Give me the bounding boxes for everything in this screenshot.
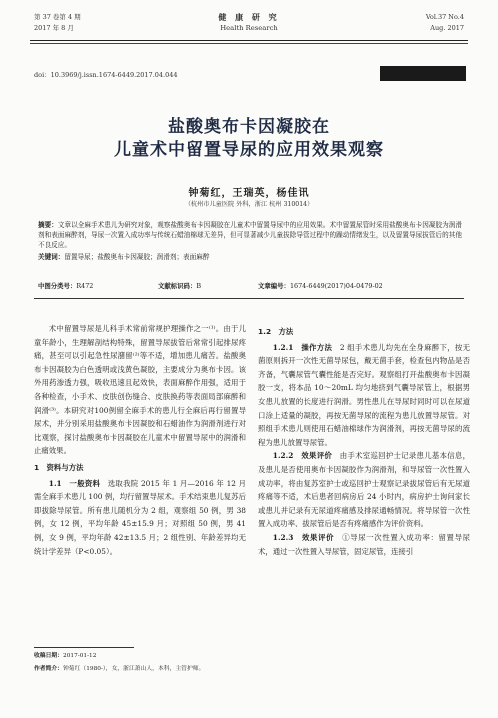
doi: doi：10.3969/j.issn.1674-6449.2017.04.044 — [34, 71, 178, 79]
abstract-paragraph — [38, 220, 462, 251]
section-1-2-1-text: 2 组手术患儿均先在全身麻醉下，按无菌原则拆开一次性无菌导尿包，戴无菌手套，检查包内物品是否齐备，气囊尿管气囊性能是否完好。观察组打开盐酸奥布卡因凝胶一支，将本品 10～20mL 均匀地挤到气囊导尿管上，根据男女患儿放置的长度进行润滑。男性患儿在导尿时同时可以在尿道口涂上适量的凝胶，再按无菌导尿的流程为患儿放置导尿管。对照组手术患儿则使用石蜡油棉球作为润滑剂，再按无菌导尿的流程为患儿放置导尿管。 — [258, 342, 470, 447]
intro-paragraph: 术中留置导尿是儿科手术常前常规护理操作之一⁽¹⁾。由于儿童年龄小，生理解剖结构特殊，留置导尿拔管后常常引起排尿疼痛，甚至可以引起急性尿潴留⁽²⁾等不适，增加患儿痛苦。盐酸奥布卡因凝胶为白色透明或浅黄色凝胶，主要成分为奥布卡因。该外用药渗透力强，吸收迅速且起效快，表面麻醉作用强，适用于各种检查，小手术、皮肤创伤缝合、皮肤换药等表面局部麻醉和润滑⁽³⁾。本研究对100例留全麻手术的患儿行全麻后再行留置导尿术，并分别采用盐酸奥布卡因凝胶和石蜡油作为润滑剂进行对比观察，探讨盐酸奥布卡因凝胶在儿童术中留置导尿中的润滑和止痛效果。 — [34, 324, 246, 456]
header-rule-thin — [30, 43, 468, 44]
article-number: 文章编号：1674-6449(2017)04-0479-02 — [258, 282, 383, 290]
abstract-rule — [34, 298, 464, 299]
footnote — [34, 650, 254, 676]
keywords-text: 留置导尿；盐酸奥布卡因凝胶；润滑剂；表面麻醉 — [64, 252, 210, 261]
section-1-2-2-label: 1.2.2 效果评价 — [272, 451, 333, 461]
section-1-2-2-text: 由手术室巡回护士记录患儿基本信息，及患儿是否使用奥布卡因凝胶作为润滑剂，和导尿管一次性置入成功率，将由复苏室护士或巡回护士观察记录拔尿管后有无尿道疼痛等不适，术后患者回病房后 24 小时内，病房护士询问家长或患儿并记录有无尿道疼痛感及排尿通畅情况。将导尿管一次性置入成功率、拔尿管后是否有疼痛感作为评价资料。 — [258, 451, 470, 529]
section-1-2-3-paragraph — [258, 531, 470, 558]
section-1-1-label: 1.1 一般资料 — [48, 478, 101, 488]
affiliation: （杭州市儿童医院 外科，浙江 杭州 310014） — [184, 201, 314, 208]
publication-date: 2017 年 8 月 — [34, 24, 74, 32]
section-1-2-2-paragraph — [258, 449, 470, 531]
header-rule — [30, 40, 468, 41]
section-1-2-1-paragraph — [258, 341, 470, 450]
section-heading-1-2: 1.2 方法 — [258, 327, 294, 336]
author-bio: 作者简介：钟菊红（1980-），女，浙江萧山人，本科，主管护师。 — [34, 666, 205, 672]
redaction-bar — [380, 66, 466, 81]
authors: 钟菊红，王瑞英，杨佳讯 — [188, 188, 310, 199]
journal-name: 健 康 研 究 — [218, 12, 280, 22]
keywords — [38, 252, 462, 262]
section-1-1-text: 选取我院 2015 年 1 月—2016 年 12 月需全麻手术患儿 100 例，均行留置导尿术。手术结束患儿复苏后即拔除导尿管。所有患儿随机分为 2 组，观察组 50 例，男 38 例，女 12 例，平均年龄 45±15.9 月；对照组 50 例，男 41 例，女 9 例，平均年龄 42±13.5 月；2 组性别、年龄差异均无统计学差异（P<0.05）。 — [34, 478, 246, 556]
section-1-2-1-label: 1.2.1 操作方法 — [272, 342, 333, 352]
article-title-line1: 盐酸奥布卡因凝胶在 — [168, 117, 330, 137]
journal-name-english: Health Research — [220, 24, 278, 32]
received-date: 收稿日期：2017-01-12 — [34, 653, 97, 659]
abstract-text: 文章以全麻手术患儿为研究对象，观察盐酸奥布卡因凝胶在儿童术中留置导尿中的应用效果。术中留置尿管时采用盐酸奥布卡因凝胶为润滑剂和表面麻醉剂，导尿一次置入成功率与传统石蜡油棉球无差异，但可显著减少儿童拔除导管过程中的躁动情绪发生，以及留置导尿拔管后的其他不良反应。 — [38, 221, 463, 250]
section-heading-1: 1 资料与方法 — [34, 462, 84, 472]
publication-date-english: Aug. 2017 — [430, 24, 464, 32]
volume-issue: 第 37 卷第 4 期 — [34, 13, 81, 21]
volume-issue-english: Vol.37 No.4 — [425, 13, 464, 21]
clc-number: 中图分类号：R472 — [38, 282, 94, 290]
body-column-left — [34, 322, 246, 558]
section-1-2-3-label: 1.2.3 效果评价 — [272, 532, 335, 542]
document-code: 文献标识码：B — [158, 282, 202, 290]
body-column-right — [258, 322, 470, 558]
abstract — [38, 220, 462, 262]
section-1-1-paragraph — [34, 477, 246, 559]
abstract-label: 摘要： — [38, 221, 58, 229]
keywords-label: 关键词： — [38, 252, 65, 261]
running-header-center — [0, 12, 498, 34]
footnote-rule — [34, 647, 134, 648]
article-title-line2: 儿童术中留置导尿的应用效果观察 — [114, 140, 384, 160]
running-header-right — [426, 12, 464, 34]
section-1-2-3-text: ①导尿一次性置入成功率：留置导尿术，通过一次性置入导尿管，固定尿管，连接引 — [258, 532, 470, 556]
